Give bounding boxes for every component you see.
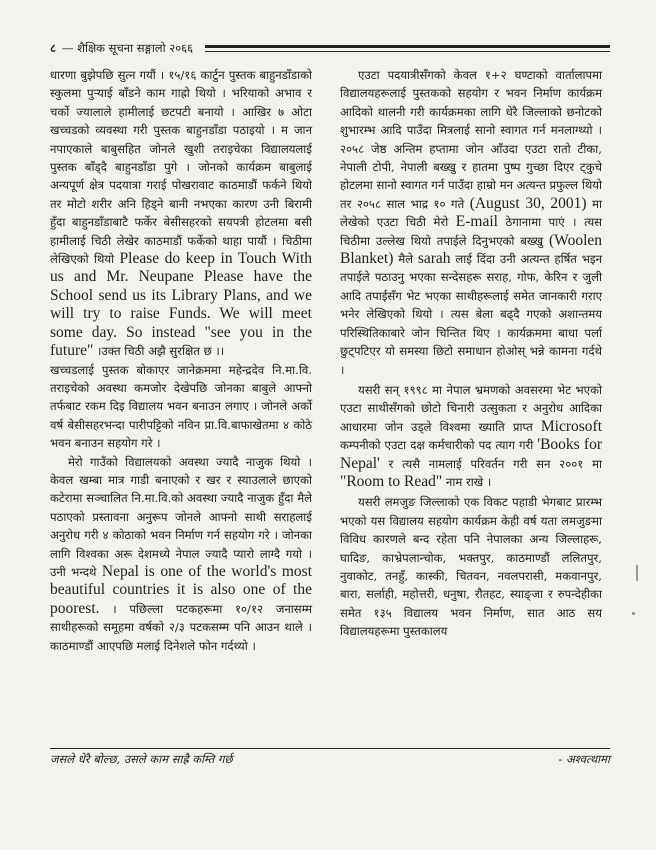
- left-column: [50, 66, 312, 655]
- publication-title: — शैक्षिक सूचना सङ्गालो २०६६: [61, 40, 194, 55]
- english-term: Microsoft: [540, 417, 603, 435]
- paragraph-text: मेरो गाउँको विद्यालयको अवस्था ज्यादै नाजुक थियो । केवल खम्बा मात्र गाडी बनाएको र खर र स्याउलाले छाएको कटेरामा सञ्चालित नि.मा.वि.को अवस्था ज्यादै नाजुक हुँदा मैले पठाएको प्रस्तावना अनुरूप जोनले आफ्नो साथी सराहलाई अनुरोध गरी ४ कोठाको भवन निर्माण गर्न सहयोग गरे । जोनका लागि विश्वका अरू देशमध्ये नेपाल ज्यादै प्यारो लाग्दै गयो । उनी भन्दथे: [50, 454, 312, 579]
- paragraph-text: मैले: [398, 252, 413, 267]
- english-term: 'Books for Nepal': [340, 436, 602, 472]
- paragraph-text: ठेगानामा पाएं । त्यस चिठीमा उल्लेख थियो तपाईले दिनुभएको बख्खु: [340, 215, 603, 248]
- paragraph-text: नाम राखे ।: [445, 474, 492, 489]
- right-paragraph-1: [340, 66, 602, 379]
- page-footer: [50, 752, 610, 767]
- right-paragraph-2: [340, 381, 602, 491]
- paragraph-text: । पछिल्ला पटकहरूमा १०/१२ जनासम्म साथीहरूको समूहमा वर्षको २/३ पटकसम्म पनि आउन थाले । काठमाण्डौं आएपछि मलाई दिनेशले फोन गर्दथ्यो ।: [50, 601, 312, 653]
- paragraph-text: एउटा पदयात्रीसँगको केवल १+२ घण्टाको वार्तालापमा विद्यालयहरूलाई पुस्तकको सहयोग र भवन निर्माण कार्यक्रम आदिको थालनी गरी कार्यक्रमका लागि धेरै जिल्लाको छनोटको शुभारम्भ आदि पाउँदा मित्रलाई सानो स्वागत गर्न मनलाग्थ्यो । २०५८ जेष्ठ अन्तिम हप्तामा जोन आँउदा एउटा रातो टीका, नेपाली टोपी, नेपाली बख्खु र हातमा पुष्प गुच्छा दिएर ट्कुचे होटलमा सानो स्वागत गर्न पाउँदा हाम्रो मन अत्यन्त प्रफुल्ल थियो तर २०५८ साल भाद्र १० गते: [340, 68, 602, 211]
- page-header: [50, 40, 610, 56]
- right-paragraph-3: यसरी लमजुङ जिल्लाको एक विकट पहाडी भेगबाट प्रारम्भ भएको यस विद्यालय सहयोग कार्यक्रम केही वर्ष यता लमजुङमा विविध कारणले बन्द रहेता पनि नेपालका अन्य जिल्लाहरू, घादिङ, काभ्रेपलान्चोक, भक्तपुर, काठमाण्डौं ललितपुर, नुवाकोट, तनहुँ, कास्की, चितवन, नवलपरासी, मकवानपुर, बारा, सर्लाही, महोत्तरी, धनुषा, रौतहट, स्याङ्जा र रुपन्देहीका समेत १३५ विद्यालय भवन निर्माण, सात आठ सय विद्यालयहरूमा पुस्तकालय: [340, 495, 602, 639]
- footer-quote: जसले धेरै बोल्छ, उसले काम साह्रै कम्ति गर्छ: [50, 752, 233, 766]
- footer-author: - अश्वत्थामा: [558, 752, 610, 766]
- paragraph-text: कम्पनीको एउटा दक्ष कर्मचारीको पद त्याग गरी: [340, 438, 534, 453]
- letter-note: ।उक्त चिठी अझै सुरक्षित छ ।।: [97, 344, 225, 359]
- english-term: "Room to Read": [340, 472, 443, 490]
- left-paragraph-1: [50, 66, 312, 361]
- scan-mark: [632, 612, 635, 615]
- english-letter-quote: Please do keep in Touch With us and Mr. Neupane Please have the School send us its Library Plans, and we will try to raise Funds. We will meet some day. So instead "see you in the future": [50, 250, 312, 360]
- left-paragraph-3: [50, 453, 312, 655]
- paragraph-text: धारणा बुझेपछि सुत्न गयौं । १५/१६ कार्टुन पुस्तक बाहुनडाँडाको स्कुलमा पुऱ्याई बाँडने काम गाह्रो थियो । भरियाको अभाव र चर्को ज्यालाले हामीलाई छटपटी बनायो । आखिर ७ ओटा खच्चडको व्यवस्था गरी पुस्तक बाहुनडाँडा पठाइयो । म जान नपाएकाले बाबुसहित जोनले खुशी तराइचेका विद्यालयलाई पुस्तक बाँड्दै बाहुनडाँडा पुगे । जोनको कार्यक्रम बाबुलाई अन्यपूर्ण क्षेत्र पदयात्रा गराई पोखरावाट काठमाडौं फर्कने थियो तर मोटो शरीर अनि हिड्ने बानी नभएका कारण उनी बिरामी हुँदा बाहुनडाँडाबाटै फर्केर बेसीसहरको सयपत्री होटलमा बसी हामीलाई चिठी लेखेर काठमाडौं फर्केको थाहा पायौं । चिठीमा लेखिएको थियो: [50, 68, 312, 267]
- english-term: E-mail: [455, 213, 498, 231]
- page-number: ८: [50, 40, 56, 55]
- english-quote: Nepal is one of the world's most beautiful countries it is also one of the poorest.: [50, 562, 313, 617]
- footer-rule: [50, 748, 610, 749]
- paragraph-text: मा लेखेको एउटा चिठी मेरो: [340, 196, 603, 230]
- left-paragraph-2: खच्चडलाई पुस्तक बोकाएर जानेक्रममा महेन्द्रदेव नि.मा.वि. तराइचेको अवस्था कमजोर देखेपछि जोनका बाबुले आफ्नो तर्फबाट रकम दिइ विद्यालय भवन बनाउन लगाए । जोनले अर्को वर्ष बेसीसहरभन्दा पारीपट्टिको नविन प्रा.वि.बाफाखेतमा ४ कोठे भवन बनाउन सहयोग गरे ।: [50, 362, 312, 451]
- paragraph-text: र त्यसै नामलाई परिवर्तन गरी सन २००१ मा: [388, 456, 602, 471]
- right-column: [340, 66, 602, 643]
- paragraph-text: लाई दिंदा उनी अत्यन्त हर्षित भइन तपाईले पठाउनु भएका सन्देसहरू सराह, गोफ, केरिन र जुली आदि तपाईसँग भेट भएका साथीहरूलाई समेत जानकारी गराए भनेर लेखिएको थियो । त्यस बेला बढ्दै गएको अशान्तमय परिस्थितिकाबारे जोन चिन्तित थिए । कार्यक्रममा बाधा पर्ला छुट्पटिएर यो समस्या छिटो समाधान होओस् भन्ने कामना गर्दथे ।: [340, 252, 603, 377]
- english-date: (August 30, 2001): [469, 194, 587, 212]
- english-name: sarah: [417, 250, 451, 268]
- header-rule: [205, 45, 610, 52]
- scan-mark: [636, 565, 638, 581]
- paragraph-text: यसरी सन् १९९८ मा नेपाल भ्रमणको अवसरमा भेट भएको एउटा साथीसँगको छोटो चिनारी उत्सुकता र अनुरोध आदिका आधारमा जोन उड्ले विश्वमा ख्याति प्राप्त: [340, 382, 602, 434]
- english-term: (Woolen Blanket): [340, 231, 603, 268]
